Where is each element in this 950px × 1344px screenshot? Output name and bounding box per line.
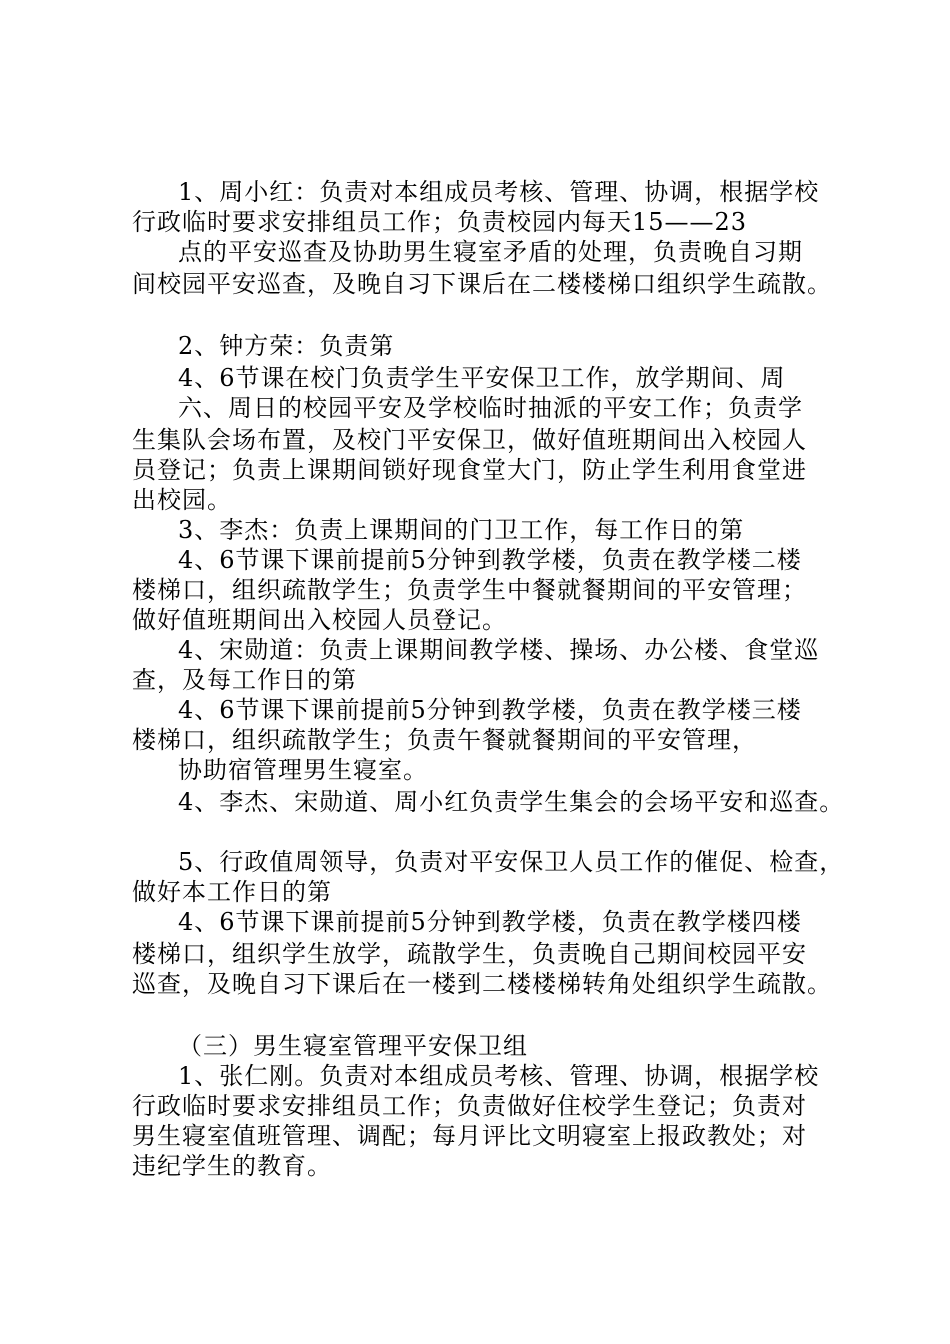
text-line: 行政临时要求安排组员工作；负责校园内每天15——23: [132, 208, 748, 236]
section-heading: （三）男生寝室管理平安保卫组: [178, 1032, 528, 1060]
text-line: 生集队会场布置，及校门平安保卫，做好值班期间出入校园人: [132, 426, 807, 454]
text-line: 楼梯口，组织疏散学生；负责学生中餐就餐期间的平安管理；: [132, 576, 807, 604]
text-line: 做好值班期间出入校园人员登记。: [132, 606, 507, 634]
text-line: 点的平安巡查及协助男生寝室矛盾的处理，负责晚自习期: [178, 238, 803, 266]
text-line: 楼梯口，组织学生放学，疏散学生，负责晚自己期间校园平安: [132, 940, 807, 968]
text-line: 协助宿管理男生寝室。: [178, 756, 428, 784]
text-line: 六、周日的校园平安及学校临时抽派的平安工作；负责学: [178, 394, 803, 422]
text-line: 4、6节课下课前提前5分钟到教学楼，负责在教学楼三楼: [178, 696, 802, 724]
text-line: 做好本工作日的第: [132, 878, 332, 906]
text-line: 行政临时要求安排组员工作；负责做好住校学生登记；负责对: [132, 1092, 807, 1120]
text-line: 4、李杰、宋勋道、周小红负责学生集会的会场平安和巡查。: [178, 788, 845, 816]
text-line: 员登记；负责上课期间锁好现食堂大门，防止学生利用食堂进: [132, 456, 807, 484]
text-line: 3、李杰：负责上课期间的门卫工作，每工作日的第: [178, 516, 745, 544]
text-line: 2、钟方荣：负责第: [178, 332, 395, 360]
text-line: 查，及每工作日的第: [132, 666, 357, 694]
text-line: 5、行政值周领导，负责对平安保卫人员工作的催促、检查，: [178, 848, 845, 876]
text-line: 4、6节课下课前提前5分钟到教学楼，负责在教学楼四楼: [178, 908, 802, 936]
text-line: 违纪学生的教育。: [132, 1152, 332, 1180]
text-line: 4、6节课在校门负责学生平安保卫工作，放学期间、周: [178, 364, 786, 392]
text-line: 4、6节课下课前提前5分钟到教学楼，负责在教学楼二楼: [178, 546, 802, 574]
text-line: 出校园。: [132, 486, 232, 514]
text-line: 1、周小红：负责对本组成员考核、管理、协调，根据学校: [178, 178, 820, 206]
text-line: 巡查，及晚自习下课后在一楼到二楼楼梯转角处组织学生疏散。: [132, 970, 832, 998]
text-line: 1、张仁刚。负责对本组成员考核、管理、协调，根据学校: [178, 1062, 820, 1090]
text-line: 男生寝室值班管理、调配；每月评比文明寝室上报政教处；对: [132, 1122, 807, 1150]
text-line: 楼梯口，组织疏散学生；负责午餐就餐期间的平安管理，: [132, 726, 757, 754]
text-line: 4、宋勋道：负责上课期间教学楼、操场、办公楼、食堂巡: [178, 636, 820, 664]
text-line: 间校园平安巡查，及晚自习下课后在二楼楼梯口组织学生疏散。: [132, 270, 832, 298]
